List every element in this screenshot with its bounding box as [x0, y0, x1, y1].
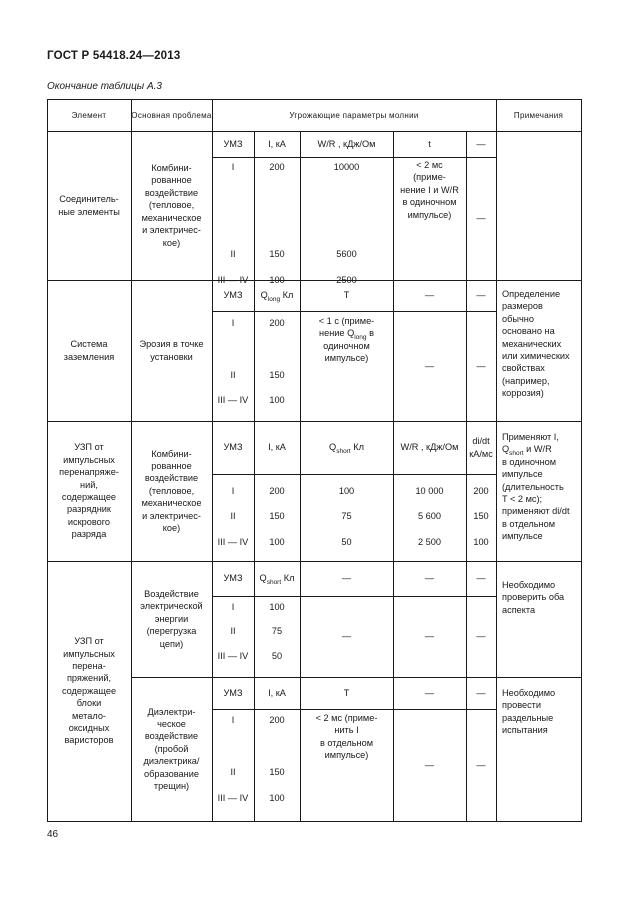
value-wr: 2 500 [418, 536, 441, 547]
value-i: 150 [269, 248, 285, 259]
param-header: W/R , кДж/Ом [317, 138, 376, 149]
value-i: 100 [269, 536, 285, 547]
param-header: $Q_{long}$ Кл [260, 290, 294, 304]
param-header: $Q_{short}$ Кл [329, 442, 364, 456]
problem-cell: Комбини- рованное воздействие (тепловое, механическое и электричес- кое) [141, 163, 202, 248]
value-i: 150 [269, 510, 285, 521]
lpz-level: I [231, 714, 235, 725]
value-wr: 10000 [333, 161, 360, 172]
param-header: — [341, 573, 352, 584]
element-cell: УЗП от импульсных перенапряже- ний, содержащее разрядник искрового разряда [59, 442, 119, 540]
col-header-notes: Примечания [513, 110, 564, 120]
param-header: — [476, 138, 486, 149]
table-caption: Окончание таблицы А.3 [47, 81, 162, 92]
value-dash: — [476, 360, 486, 371]
lpz-level: II [230, 766, 236, 777]
lpz-level: III — IV [217, 536, 249, 547]
value-wr: 5600 [336, 248, 357, 259]
param-header: W/R , кДж/Ом [400, 442, 459, 453]
param-header: УМЗ [223, 442, 243, 453]
value-i: 200 [269, 714, 285, 725]
note-cell: Необходимо провести раздельные испытания [502, 688, 556, 736]
param-header: t [428, 138, 431, 149]
param-header: T [343, 687, 350, 698]
lpz-level: II [230, 510, 236, 521]
value-dash: — [424, 360, 435, 371]
param-header-rule [212, 474, 496, 475]
value-q: 100 [269, 601, 285, 612]
value-q: 50 [271, 650, 283, 661]
param-header: — [424, 290, 435, 301]
value-i: 200 [269, 485, 285, 496]
param-header: I, кА [268, 687, 286, 698]
lpz-level: II [230, 625, 236, 636]
col-header-params: Угрожающие параметры молнии [289, 110, 419, 120]
value-i: 150 [269, 766, 285, 777]
param-header: — [476, 573, 486, 584]
value-dash: — [341, 631, 352, 642]
value-wr: 5 600 [418, 510, 441, 521]
value-t: < 2 мс (приме- нить I в отдельном импульсе) [315, 713, 378, 761]
value-dash: — [476, 213, 486, 224]
value-i: 100 [269, 792, 285, 803]
value-dash: — [476, 631, 486, 642]
problem-cell: Воздействие электрической энергии (перегрузка цепи) [140, 588, 203, 649]
param-header: di/dt кА/мс [469, 436, 493, 459]
param-header: T [343, 290, 350, 301]
param-header: I, кА [268, 442, 286, 453]
param-header: — [424, 687, 435, 698]
doc-title: ГОСТ Р 54418.24—2013 [47, 50, 181, 62]
lpz-level: II [230, 369, 236, 380]
lpz-level: II [230, 248, 236, 259]
param-header: — [424, 573, 435, 584]
value-t: < 2 мс (приме- нение I и W/R в одиночном импульсе) [400, 160, 459, 220]
table-border-bottom [47, 821, 581, 822]
note-cell: Необходимо проверить оба аспекта [502, 580, 565, 615]
element-cell: Соединитель- ные элементы [58, 194, 120, 217]
value-i: 100 [269, 274, 285, 285]
value-q: 50 [341, 536, 352, 547]
param-header: — [476, 687, 486, 698]
lpz-level: I [231, 601, 235, 612]
value-t: < 1 с (приме- нение $Q_{long}$ в одиночном импульсе) [318, 316, 375, 364]
value-q: 150 [269, 369, 285, 380]
lpz-level: I [231, 161, 235, 172]
param-header: УМЗ [223, 687, 243, 698]
lpz-level: I [231, 317, 235, 328]
note-cell: Применяют I, $Q_{short}$ и W/R в одиночном импульсе (длительность T < 2 мс); применяют di/dt в отдельном импульсе [502, 432, 570, 542]
problem-cell: Комбини- рованное воздействие (тепловое, механическое и электричес- кое) [141, 448, 202, 534]
col-rule [496, 99, 497, 821]
lpz-level: III — IV [217, 792, 249, 803]
lpz-level: III — IV [217, 650, 249, 661]
value-q: 75 [271, 625, 283, 636]
value-dash: — [424, 759, 435, 770]
param-header: УМЗ [223, 573, 243, 584]
param-header: УМЗ [223, 290, 243, 301]
param-header: — [476, 290, 486, 301]
value-dash: — [476, 759, 486, 770]
problem-cell: Эрозия в точке установки [139, 339, 204, 362]
col-header-element: Элемент [71, 110, 107, 120]
lpz-level: III — IV [217, 274, 249, 285]
value-wr: 2500 [336, 274, 357, 285]
value-dash: — [424, 631, 435, 642]
value-q: 100 [338, 485, 355, 496]
lpz-level: III — IV [217, 394, 249, 405]
param-header: $Q_{short}$ Кл [259, 573, 295, 587]
value-wr: 10 000 [415, 485, 444, 496]
page-number: 46 [47, 829, 59, 840]
param-header: УМЗ [223, 138, 243, 149]
col-header-problem: Основная проблема [131, 110, 212, 120]
problem-cell: Диэлектри- ческое воздействие (пробой диэлектрика/ образование трещин) [143, 706, 200, 792]
element-cell: УЗП от импульсных перена- пряжений, содержащее блоки метало- оксидных варисторов [61, 636, 117, 746]
value-q: 100 [269, 394, 285, 405]
note-cell: Определение размеров обычно основано на механических или химических свойствах (например, коррозия) [502, 289, 570, 399]
table-border-right [581, 99, 582, 822]
param-header-rule [212, 157, 496, 158]
element-cell: Система заземления [63, 339, 115, 362]
value-q: 200 [269, 317, 285, 328]
value-q: 75 [341, 510, 352, 521]
lpz-level: I [231, 485, 235, 496]
value-didt: 200 [473, 485, 489, 496]
value-i: 200 [269, 161, 285, 172]
value-didt: 100 [473, 536, 489, 547]
param-header: I, кА [268, 138, 286, 149]
value-didt: 150 [473, 510, 489, 521]
